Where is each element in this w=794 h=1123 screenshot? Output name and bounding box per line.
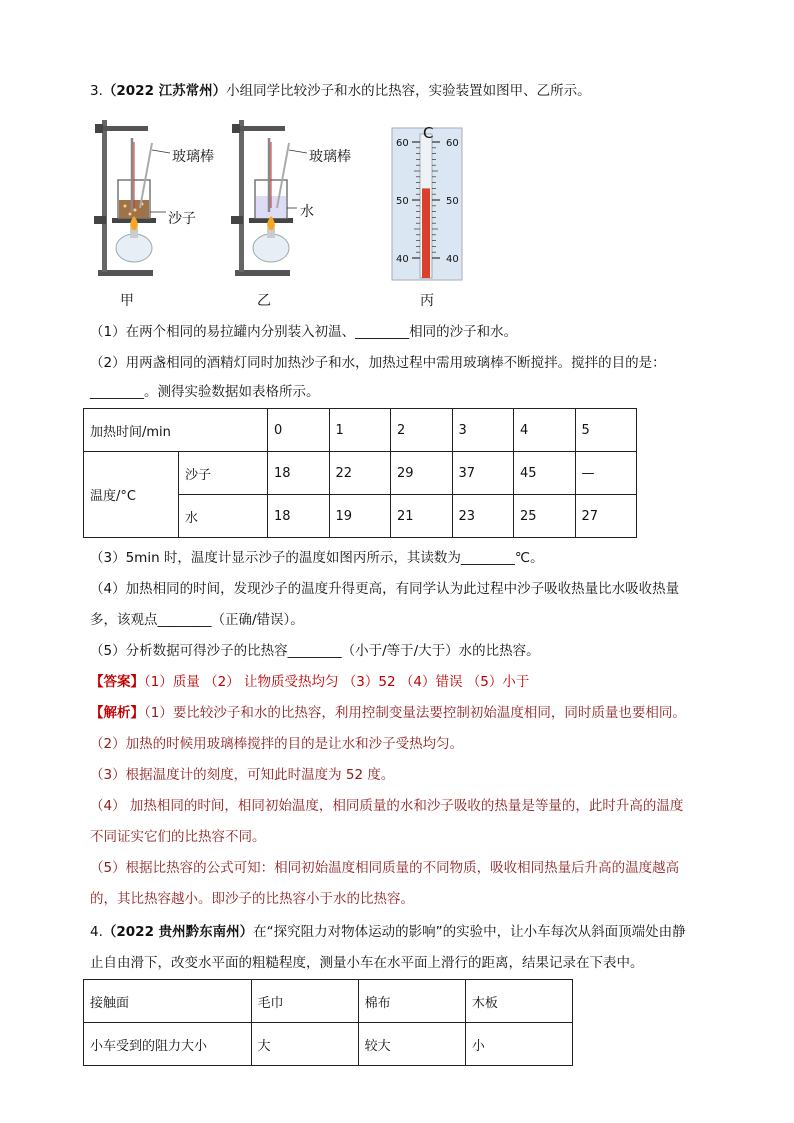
answer-text: （1）质量 （2） 让物质受热均匀 （3）52 （4）错误 （5）小于	[144, 674, 530, 690]
table-cell: 23	[452, 495, 514, 538]
q4-source: （2022 贵州黔东南州）	[102, 924, 254, 940]
tick-40-left: 40	[396, 254, 409, 265]
table-row	[84, 1023, 573, 1066]
table-cell: 较大	[358, 1023, 465, 1066]
q3-sub4a: （4）加热相同的时间，发现沙子的温度升得更高，有同学认为此过程中沙子吸收热量比水吸收热量	[90, 581, 680, 597]
table-header-label: 加热时间/min	[84, 409, 268, 452]
table-cell: 大	[251, 1023, 358, 1066]
q3-stem	[90, 82, 591, 100]
q4-number: 4.	[90, 924, 103, 940]
table-cell: 3	[452, 409, 514, 452]
analysis-line: （5）根据比热容的公式可知：相同初始温度相同质量的不同物质，吸收相同热量后升高的温度越高	[90, 860, 680, 876]
q3-data-table	[83, 408, 637, 538]
label-water: 水	[300, 204, 314, 220]
thermometer-mercury	[422, 188, 430, 278]
analysis-line: （3）根据温度计的刻度，可知此时温度为 52 度。	[90, 767, 395, 783]
q4-stem-text: 在“探究阻力对物体运动的影响”的实验中，让小车每次从斜面顶端处由静	[253, 924, 686, 940]
apparatus-jia	[94, 120, 170, 276]
table-cell: 27	[575, 495, 637, 538]
table-temp-label: 温度/°C	[84, 452, 179, 538]
table-row-label: 水	[179, 495, 268, 538]
table-cell: 4	[514, 409, 576, 452]
table-cell: 18	[268, 495, 330, 538]
q3-number: 3.	[90, 83, 103, 99]
tick-60-right: 60	[446, 138, 459, 149]
tick-50-left: 50	[396, 196, 409, 207]
apparatus-diagram	[90, 108, 470, 313]
table-cell: 2	[391, 409, 453, 452]
table-cell: 37	[452, 452, 514, 495]
analysis-line: （1）要比较沙子和水的比热容，利用控制变量法要控制初始温度相同，同时质量也要相同。	[144, 705, 686, 721]
q3-sub2a: （2）用两盏相同的酒精灯同时加热沙子和水，加热过程中需用玻璃棒不断搅拌。搅拌的目的是：	[90, 355, 666, 371]
table-row-label: 沙子	[179, 452, 268, 495]
table-row	[84, 980, 573, 1023]
q4-table	[83, 979, 573, 1066]
q3-sub2b: ________。测得实验数据如表格所示。	[90, 384, 320, 400]
thermometer-unit: C	[423, 124, 434, 142]
label-bing: 丙	[420, 293, 434, 309]
table-cell: 木板	[465, 980, 572, 1023]
q3-sub4b: 多，该观点________（正确/错误）。	[90, 612, 304, 628]
table-row	[84, 452, 637, 495]
table-row	[84, 409, 637, 452]
table-cell: 1	[329, 409, 391, 452]
table-cell: 接触面	[84, 980, 252, 1023]
label-sand: 沙子	[168, 211, 196, 227]
analysis-line: 不同证实它们的比热容不同。	[90, 829, 266, 845]
tick-40-right: 40	[446, 254, 459, 265]
tick-60-left: 60	[396, 138, 409, 149]
table-cell: 0	[268, 409, 330, 452]
table-cell: 5	[575, 409, 637, 452]
table-cell: 18	[268, 452, 330, 495]
q3-answer	[90, 673, 529, 691]
answer-tag: 【答案】	[90, 674, 144, 690]
label-yi: 乙	[257, 293, 271, 309]
analysis-line: （2）加热的时候用玻璃棒搅拌的目的是让水和沙子受热均匀。	[90, 736, 464, 752]
apparatus-yi	[231, 120, 307, 276]
label-glass-rod-1: 玻璃棒	[172, 149, 214, 165]
q3-sub1: （1）在两个相同的易拉罐内分别装入初温、________相同的沙子和水。	[90, 324, 518, 340]
table-cell: 小车受到的阻力大小	[84, 1023, 252, 1066]
label-jia: 甲	[120, 293, 134, 309]
q4-stem-a	[90, 923, 686, 941]
q3-figures	[90, 108, 470, 313]
q3-sub5: （5）分析数据可得沙子的比热容________（小于/等于/大于）水的比热容。	[90, 643, 540, 659]
table-cell: 22	[329, 452, 391, 495]
table-cell: 25	[514, 495, 576, 538]
table-cell: 小	[465, 1023, 572, 1066]
analysis-tag: 【解析】	[90, 705, 144, 721]
q3-source: （2022 江苏常州）	[102, 83, 227, 99]
analysis-line: （4） 加热相同的时间，相同初始温度，相同质量的水和沙子吸收的热量是等量的，此时升高的温度	[90, 798, 684, 814]
table-cell: 45	[514, 452, 576, 495]
label-glass-rod-2: 玻璃棒	[309, 149, 351, 165]
q3-analysis-1	[90, 704, 686, 722]
q4-stem-b: 止自由滑下，改变水平面的粗糙程度，测量小车在水平面上滑行的距离，结果记录在下表中。	[90, 955, 644, 971]
table-cell: —	[575, 452, 637, 495]
table-cell: 19	[329, 495, 391, 538]
tick-50-right: 50	[446, 196, 459, 207]
table-cell: 棉布	[358, 980, 465, 1023]
table-cell: 毛巾	[251, 980, 358, 1023]
table-cell: 21	[391, 495, 453, 538]
table-cell: 29	[391, 452, 453, 495]
analysis-line: 的，其比热容越小。即沙子的比热容小于水的比热容。	[90, 891, 414, 907]
q3-stem-text: 小组同学比较沙子和水的比热容，实验装置如图甲、乙所示。	[226, 83, 591, 99]
q3-sub3: （3）5min 时，温度计显示沙子的温度如图丙所示，其读数为________℃。	[90, 550, 544, 566]
